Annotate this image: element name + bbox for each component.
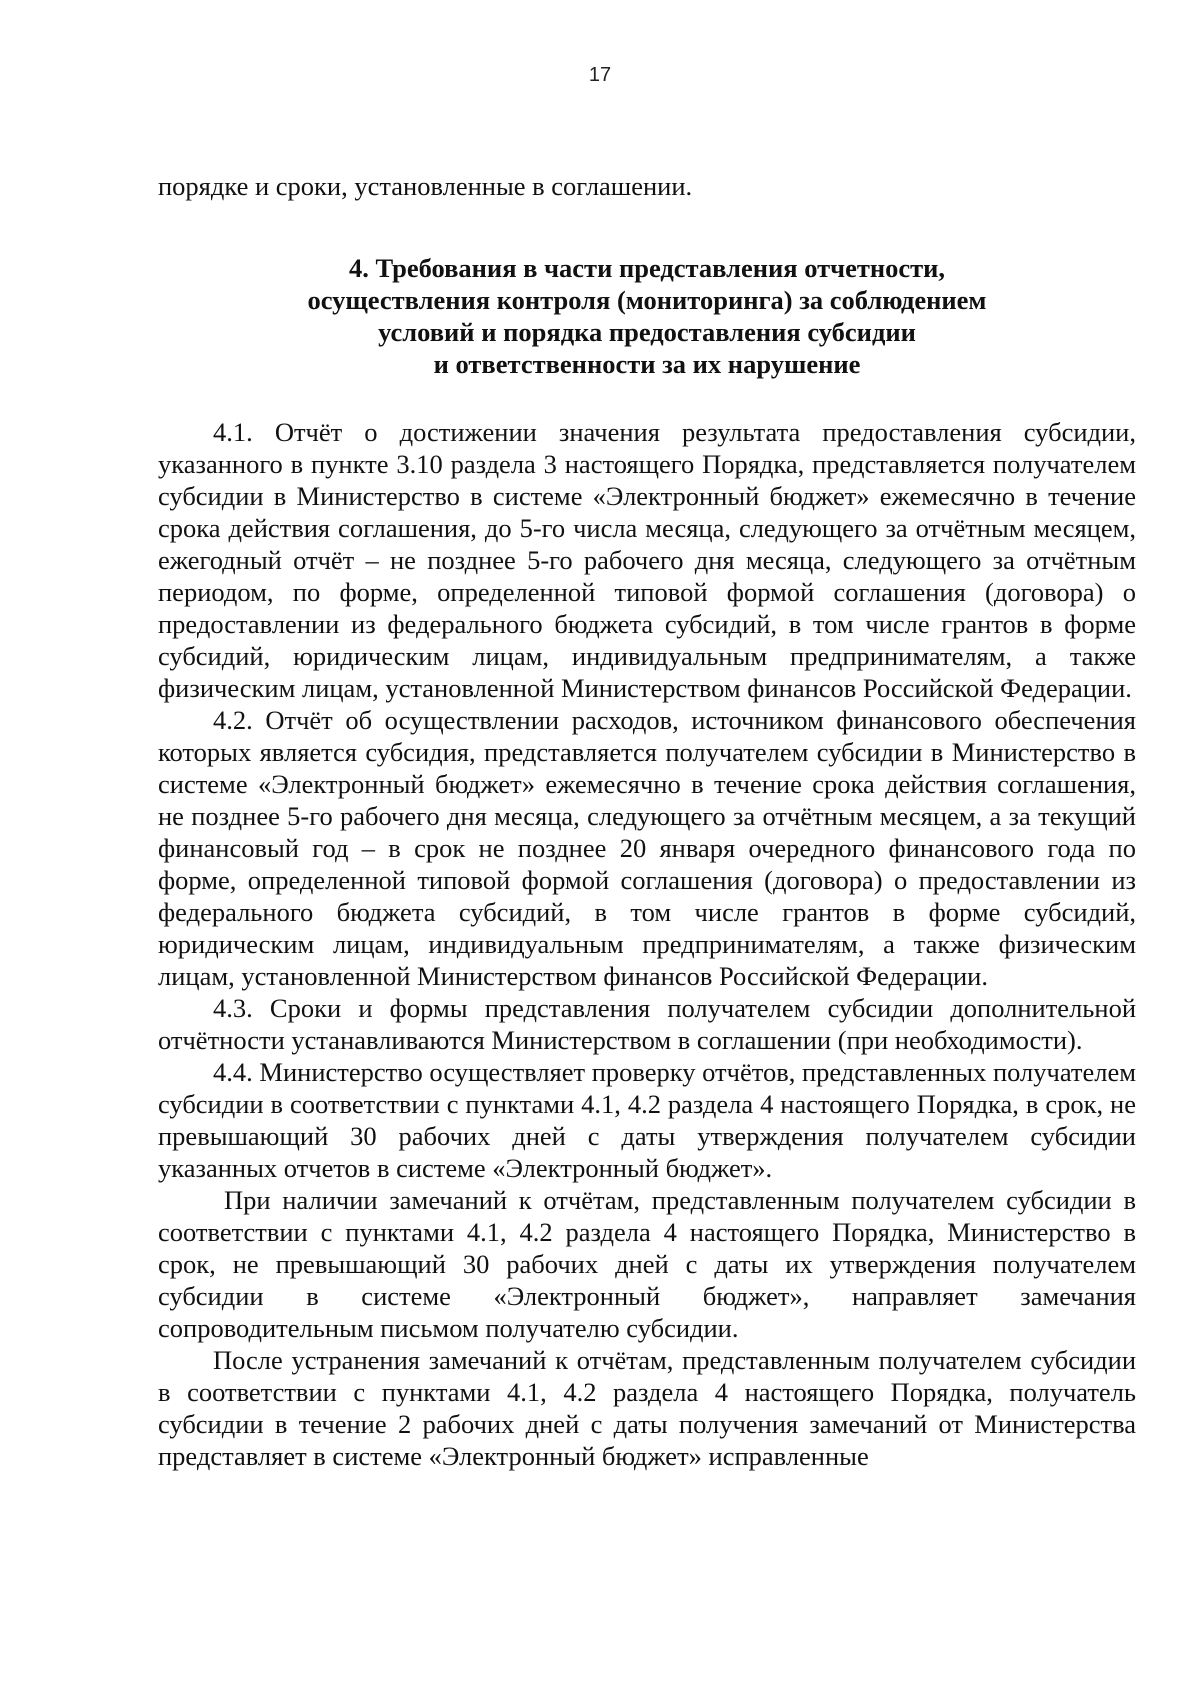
- paragraph-4-4: 4.4. Министерство осуществляет проверку отчётов, представленных получателем субсидии в соответствии с пунктами 4.1, 4.2 раздела 4 настоящего Порядка, в срок, не превышающий 30 рабочих дней с даты утверждения получателем субсидии указанных отчетов в системе «Электронный бюджет».: [158, 1057, 1136, 1183]
- paragraph-4-3: 4.3. Сроки и формы представления получателем субсидии дополнительной отчётности устанавливаются Министерством в соглашении (при необходимости).: [158, 993, 1136, 1055]
- section-heading-line: 4. Требования в части представления отчетности,: [348, 253, 946, 283]
- section-heading-line: условий и порядка предоставления субсидии: [378, 317, 916, 347]
- section-heading-line: и ответственности за их нарушение: [433, 349, 861, 379]
- section-heading: [158, 252, 1136, 380]
- paragraph-4-2: 4.2. Отчёт об осуществлении расходов, источником финансового обеспечения которых является субсидия, представляется получателем субсидии в Министерство в системе «Электронный бюджет» ежемесячно в течение срока действия соглашения, не позднее 5-го рабочего дня месяца, следующего за отчётным месяцем, а за текущий финансовый год – в срок не позднее 20 января очередного финансового года по форме, определенной типовой формой соглашения (договора) о предоставлении из федерального бюджета субсидий, в том числе грантов в форме субсидий, юридическим лицам, индивидуальным предпринимателям, а также физическим лицам, установленной Министерством финансов Российской Федерации.: [158, 705, 1136, 991]
- paragraph-remarks: При наличии замечаний к отчётам, представленным получателем субсидии в соответствии с пунктами 4.1, 4.2 раздела 4 настоящего Порядка, Министерство в срок, не превышающий 30 рабочих дней с даты их утверждения получателем субсидии в системе «Электронный бюджет», направляет замечания сопроводительным письмом получателю субсидии.: [158, 1185, 1136, 1343]
- section-heading-line: осуществления контроля (мониторинга) за соблюдением: [307, 285, 987, 315]
- page-number: 17: [588, 64, 612, 86]
- section-body: [158, 416, 1136, 1472]
- paragraph-after-remarks: После устранения замечаний к отчётам, представленным получателем субсидии в соответствии с пунктами 4.1, 4.2 раздела 4 настоящего Порядка, получатель субсидии в течение 2 рабочих дней с даты получения замечаний от Министерства представляет в системе «Электронный бюджет» исправленные: [158, 1345, 1136, 1471]
- paragraph-4-1: 4.1. Отчёт о достижении значения результата предоставления субсидии, указанного в пункте 3.10 раздела 3 настоящего Порядка, представляется получателем субсидии в Министерство в системе «Электронный бюджет» ежемесячно в течение срока действия соглашения, до 5-го числа месяца, следующего за отчётным месяцем, ежегодный отчёт – не позднее 5-го рабочего дня месяца, следующего за отчётным периодом, по форме, определенной типовой формой соглашения (договора) о предоставлении из федерального бюджета субсидий, в том числе грантов в форме субсидий, юридическим лицам, индивидуальным предпринимателям, а также физическим лицам, установленной Министерством финансов Российской Федерации.: [158, 417, 1136, 703]
- continuation-text: порядке и сроки, установленные в соглашении.: [158, 171, 693, 201]
